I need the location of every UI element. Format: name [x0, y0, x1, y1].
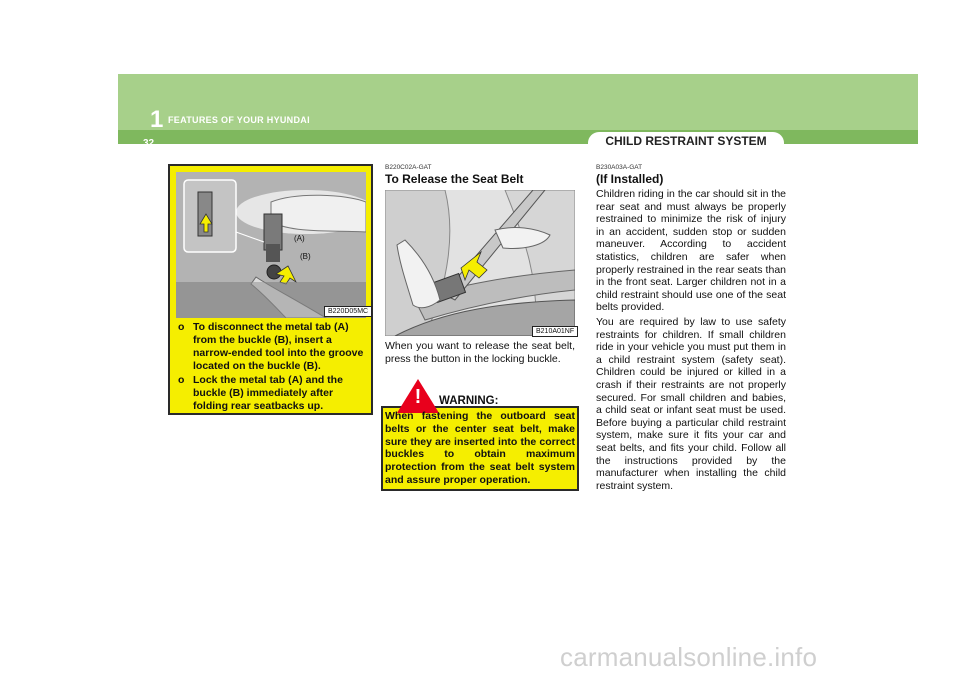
right-paragraph-1: Children riding in the car should sit in the rear seat and must always be properly restrained to minimize the risk of injury in an accident, sudden stop or sudden maneuver. According to accident statistics, children are safer when properly restrained in the rear seats than in the front seat. Larger children not in a child restraint should use one of the seat belts provided.: [596, 188, 786, 314]
warning-text: When fastening the outboard seat belts or the center seat belt, make sure they are inserted into the correct buckles to obtain maximum protection from the seat belt system and assure proper operation.: [385, 410, 575, 486]
watermark: carmanualsonline.info: [560, 642, 818, 672]
release-illustration: [385, 190, 575, 336]
middle-heading: To Release the Seat Belt: [385, 172, 524, 186]
right-paragraph-2: You are required by law to use safety restraints for children. If small children ride in your vehicle you must put them in a child restraint system (safety seat). Children could be injured or killed in a crash if their restraints are not properly secured. For small children and babies, a child seat or infant seat must be used. Before buying a particular child restraint system, make sure it fits your car and seat belts, and fits your child. Follow all the instructions provided by the manufacturer when installing the child restraint system.: [596, 316, 786, 492]
callout-a: (A): [294, 234, 305, 243]
header-band: [118, 130, 918, 144]
warning-exclamation: !: [414, 386, 422, 408]
right-ref-code: B230A03A-GAT: [596, 164, 643, 171]
warning-title: WARNING:: [439, 395, 499, 407]
image-code-label: B210A01NF: [532, 326, 578, 337]
section-title: CHILD RESTRAINT SYSTEM: [605, 134, 767, 148]
image-code-label: B220D05MC: [324, 306, 372, 317]
callout-b: (B): [300, 252, 311, 261]
middle-ref-code: B220C02A-GAT: [385, 164, 432, 171]
list-item: o Lock the metal tab (A) and the buckle (B) immediately after folding rear seatbacks up.: [178, 374, 343, 412]
buckle-illustration: [176, 172, 366, 318]
buckle-instructions-panel: [168, 164, 373, 415]
buckle-photo: [176, 172, 366, 318]
chapter-title: FEATURES OF YOUR HYUNDAI: [168, 115, 310, 125]
page-number: 32: [143, 138, 155, 149]
instruction-list: [176, 321, 368, 414]
right-heading: (If Installed): [596, 172, 664, 186]
chapter-number: 1: [150, 106, 164, 133]
list-item: o To disconnect the metal tab (A) from the buckle (B), insert a narrow-ended tool into the groove located on the buckle (B).: [178, 321, 364, 372]
release-paragraph: When you want to release the seat belt, press the button in the locking buckle.: [385, 340, 575, 365]
release-photo: [385, 190, 575, 336]
